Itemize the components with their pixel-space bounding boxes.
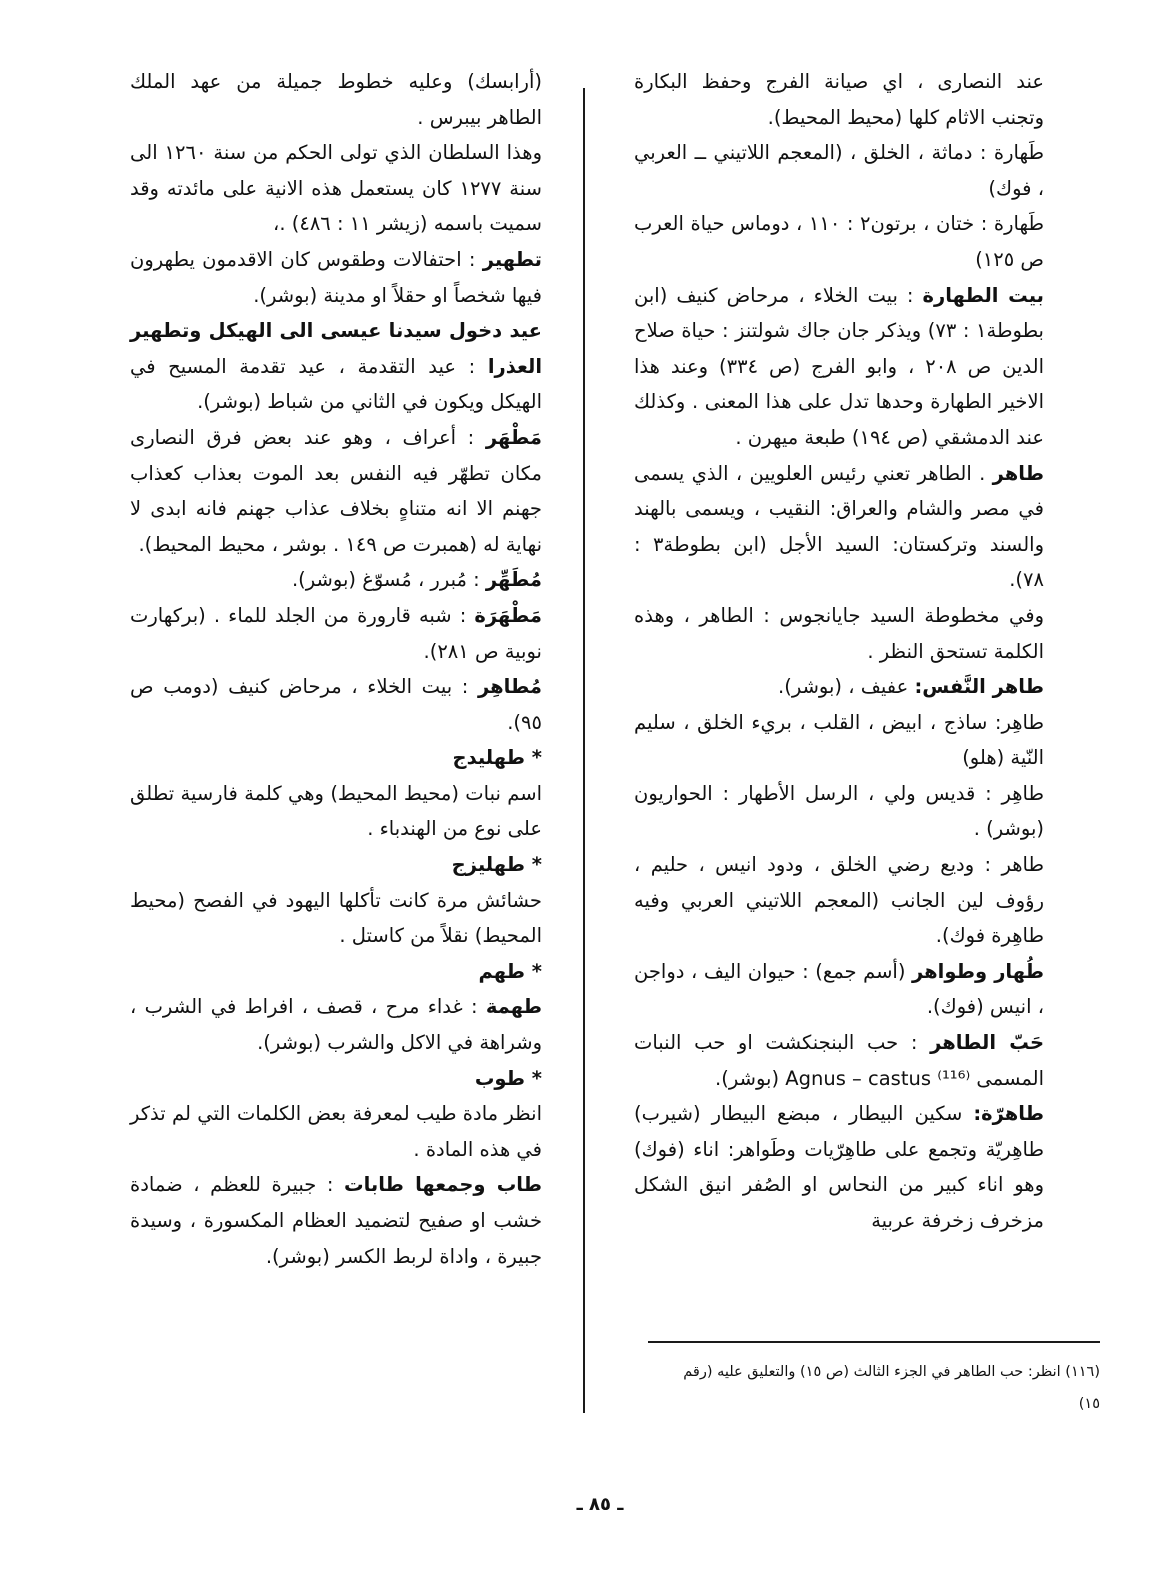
entry (634, 954, 1044, 1025)
page-number: ـ ٨٥ ـ (576, 1494, 624, 1515)
entry-headword: حَبّ الطاهر (930, 1031, 1044, 1055)
entry-definition: : بيت الخلاء ، مرحاض كنيف (دومب ص ٩٥). (130, 675, 542, 734)
entry-headword: مَطْهَر (485, 425, 542, 449)
entry (130, 420, 542, 562)
paragraph: حشائش مرة كانت تأكلها اليهود في الفصح (محيط المحيط) نقلاً من كاستل . (130, 888, 542, 948)
entry-headword: طُهار وطواهر (912, 959, 1044, 983)
entry-headword: تطهير (482, 247, 542, 271)
footnote-rule (648, 1341, 1100, 1343)
entry (634, 456, 1044, 598)
entry-definition: : أعراف ، وهو عند بعض فرق النصارى مكان تطهّر فيه النفس بعد الموت بعذاب كعذاب جهنم الا انه متناهٍ بخلاف عذاب جهنم فانه ابدى لا نهاية له (همبرت ص ١٤٩ . بوشر ، محيط المحيط). (130, 425, 542, 556)
paragraph: وفي مخطوطة السيد جايانجوس : الطاهر ، وهذه الكلمة تستحق النظر . (634, 603, 1044, 663)
root-heading: * طهليدج (452, 746, 542, 770)
entry-definition: : حب البنجنكشت او حب النبات المسمى Agnus – castus ⁽¹¹⁶⁾ (بوشر). (634, 1031, 1044, 1090)
paragraph: وهذا السلطان الذي تولى الحكم من سنة ١٢٦٠ الى سنة ١٢٧٧ كان يستعمل هذه الانية على مائدته وقد سميت باسمه (زيشر ١١ : ٤٨٦) .، (130, 141, 542, 236)
column-divider (583, 88, 585, 1413)
entry (130, 562, 542, 598)
entry-headword: طهمة (485, 995, 542, 1019)
entry-definition: : شبه قارورة من الجلد للماء . (بركهارت نوبية ص ٢٨١). (130, 603, 542, 663)
entry-definition: : جبيرة للعظم ، ضمادة خشب او صفيح لتضميد العظام المكسورة ، وسيدة جبيرة ، واداة لربط الكسر (بوشر). (130, 1173, 542, 1268)
entry-definition: : مُبرر ، مُسوّغ (بوشر). (291, 568, 480, 592)
entry (130, 669, 542, 740)
entry-headword: مَطْهَرَة (474, 603, 542, 627)
entry-headword: طاهر (992, 461, 1044, 485)
paragraph: اسم نبات (محيط المحيط) وهي كلمة فارسية تطلق على نوع من الهندباء . (130, 781, 542, 841)
paragraph: انظر مادة طيب لمعرفة بعض الكلمات التي لم تذكر في هذه المادة . (130, 1102, 542, 1161)
entry (634, 278, 1044, 456)
entry-definition: (أسم جمع) : حيوان اليف ، دواجن ، انيس (فوك). (634, 959, 1044, 1019)
entry-definition: عفيف ، (بوشر). (778, 675, 909, 699)
entry-definition: . الطاهر تعني رئيس العلويين ، الذي يسمى في مصر والشام والعراق: النقيب ، ويسمى بالهند والسند وتركستان: السيد الأجل (ابن بطوطة٣ : ٧٨). (634, 461, 1044, 592)
entry (634, 1025, 1044, 1096)
entry-definition: : غداء مرح ، قصف ، افراط في الشرب ، وشراهة في الاكل والشرب (بوشر). (130, 995, 542, 1055)
entry-headword: طاهر النَّفس: (914, 675, 1044, 699)
entry-definition: سكين البيطار ، مبضع البيطار (شيرب) طاهِريّة وتجمع على طاهِرّيات وطَواهر: اناء (فوك) وهو اناء كبير من النحاس او الصُفر انيق الشكل مزخرف زخرفة عربية (634, 1102, 1044, 1232)
right-column (634, 64, 1044, 1239)
entry-headword: بيت الطهارة (922, 283, 1044, 307)
entry-definition: : عيد التقدمة ، عيد تقدمة المسيح في الهيكل ويكون في الثاني من شباط (بوشر). (130, 354, 542, 414)
entry (130, 989, 542, 1060)
paragraph: طَهارة : ختان ، برتون٢ : ١١٠ ، دوماس حياة العرب ص ١٢٥) (634, 212, 1045, 271)
entry-headword: عيد دخول سيدنا عيسى الى الهيكل وتطهير العذرا (130, 319, 542, 378)
entry-definition: : بيت الخلاء ، مرحاض كنيف (ابن بطوطة١ : ٧٣) ويذكر جان جاك شولتنز : حياة صلاح الدين ص ٢٠٨ ، وابو الفرج (ص ٣٣٤) وعند هذا الاخير الطهارة وحدها تدل على هذا المعنى . وكذلك عند الدمشقي (ص ١٩٤) طبعة ميهرن . (634, 283, 1045, 449)
entry (634, 669, 1044, 705)
entry (130, 313, 542, 420)
entry-headword: طاهرّة: (973, 1102, 1044, 1126)
footnote: (١١٦) انظر: حب الطاهر في الجزء الثالث (ص ١٥) والتعليق عليه (رقم ١٥) (683, 1364, 1100, 1412)
root-heading: * طهم (478, 959, 542, 983)
paragraph: طاهِر : قديس ولي ، الرسل الأطهار : الحواريون (بوشر) . (634, 781, 1044, 841)
root-heading: * طوب (474, 1066, 542, 1090)
entry-headword: مُطاهِر (477, 675, 542, 699)
entry-definition: : احتفالات وطقوس كان الاقدمون يطهرون فيها شخصاً او حقلاً او مدينة (بوشر). (130, 247, 542, 307)
left-column (130, 64, 542, 1274)
paragraph: عند النصارى ، اي صيانة الفرج وحفظ البكارة وتجنب الاثام كلها (محيط المحيط). (634, 70, 1044, 129)
paragraph: طَهارة : دماثة ، الخلق ، (المعجم اللاتيني ــ العربي ، فوك) (634, 141, 1044, 200)
entry (130, 598, 542, 669)
entry-headword: مُطَهِّر (485, 568, 542, 592)
entry-headword: طاب وجمعها طابات (344, 1173, 542, 1197)
entry (130, 1167, 542, 1274)
root-heading: * طهليزج (451, 853, 542, 877)
entry (130, 242, 542, 313)
paragraph: (أرابسك) وعليه خطوط جميلة من عهد الملك الطاهر بيبرس . (130, 70, 542, 129)
entry (634, 1096, 1044, 1238)
paragraph: طاهِر: ساذج ، ابيض ، القلب ، بريء الخلق ، سليم النّية (هلو) (634, 710, 1044, 770)
paragraph: طاهر : وديع رضي الخلق ، ودود انيس ، حليم ، رؤوف لين الجانب (المعجم اللاتيني العربي وفيه طاهِرة فوك). (634, 853, 1044, 948)
